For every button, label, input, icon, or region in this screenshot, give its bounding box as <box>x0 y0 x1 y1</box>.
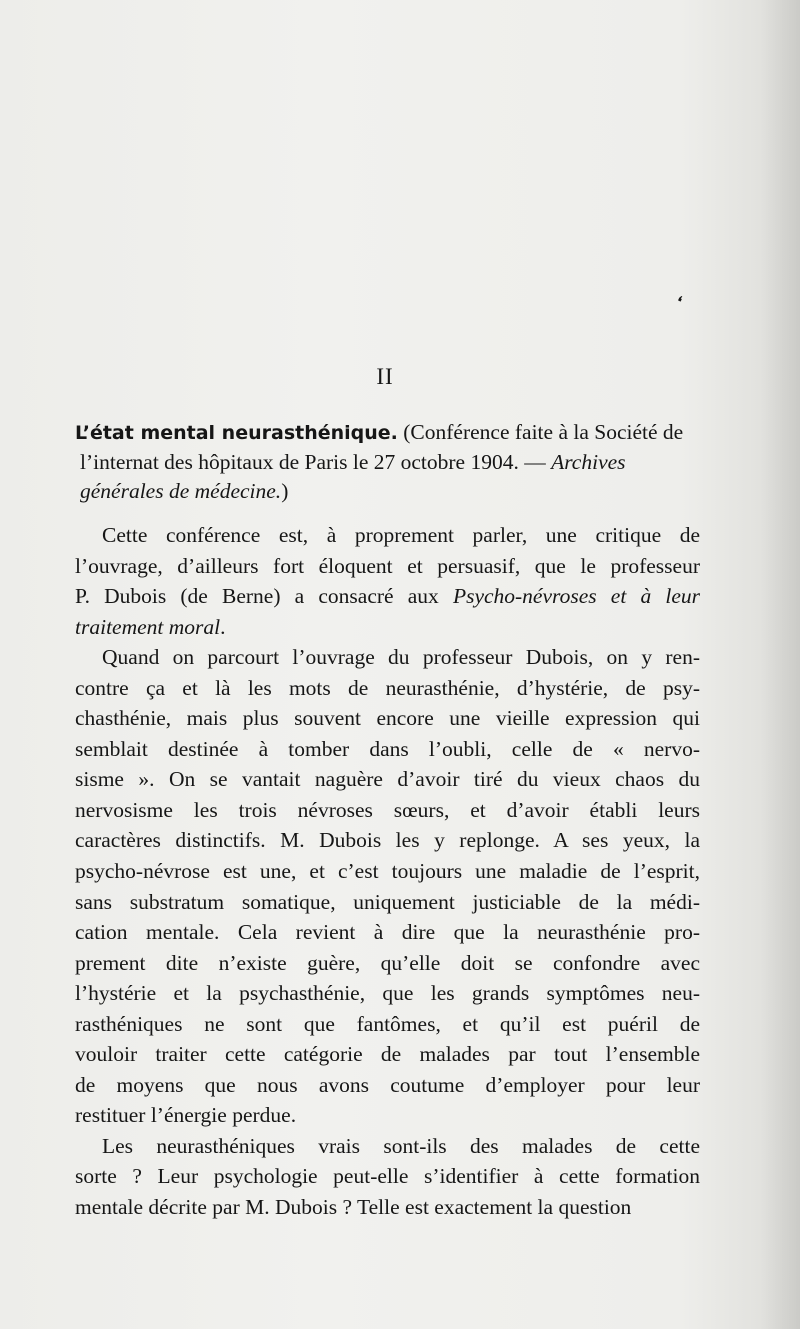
entry-line-1 <box>75 418 700 448</box>
entry-line-2-text: l’internat des hôpitaux de Paris le 27 octobre 1904. — <box>80 450 552 474</box>
text-line-content: de moyens que nous avons coutume d’employer pour leur <box>75 1072 700 1097</box>
text-line-content: l’ouvrage, d’ailleurs fort éloquent et persuasif, que le professeur <box>75 553 700 578</box>
text-line <box>75 887 700 918</box>
text-line-content: semblait destinée à tomber dans l’oubli, celle de « nervo- <box>75 736 700 761</box>
entry-line-3 <box>75 477 700 506</box>
text-line <box>75 673 700 704</box>
body-text <box>75 520 700 1223</box>
text-line-content: sisme ». On se vantait naguère d’avoir tiré du vieux chaos du <box>75 767 700 792</box>
paragraph <box>75 642 700 1131</box>
text-line <box>75 551 700 582</box>
text-line <box>75 1100 700 1131</box>
paragraph <box>75 1131 700 1223</box>
text-line <box>75 1039 700 1070</box>
text-line-content: prement dite n’existe guère, qu’elle doit se confondre avec <box>75 950 700 975</box>
entry-title: L’état mental neurasthénique. <box>75 422 398 444</box>
entry-line-2-italic: Archives <box>551 450 626 474</box>
entry-line-2 <box>75 448 700 477</box>
text-line <box>75 581 700 612</box>
entry-line-3-end: ) <box>281 479 289 503</box>
text-line <box>75 764 700 795</box>
text-line-content: Les neurasthéniques vrais sont-ils des malades de cette <box>102 1133 700 1158</box>
text-line <box>75 917 700 948</box>
text-line-content: nervosisme les trois névroses sœurs, et d’avoir établi leurs <box>75 797 700 822</box>
text-line <box>75 1161 700 1192</box>
text-line-content: vouloir traiter cette catégorie de malades par tout l’ensemble <box>75 1042 700 1067</box>
text-line-content: mentale décrite par M. Dubois ? Telle est exactement la question <box>75 1195 632 1220</box>
text-line-content: rasthéniques ne sont que fantômes, et qu’il est puéril de <box>75 1011 700 1036</box>
text-line <box>75 1192 700 1223</box>
text-line-content: caractères distinctifs. M. Dubois les y replonge. A ses yeux, la <box>75 828 700 853</box>
text-line <box>75 825 700 856</box>
text-line-content: Cette conférence est, à proprement parler, une critique de <box>102 523 700 547</box>
text-line <box>75 978 700 1009</box>
text-line-content: cation mentale. Cela revient à dire que la neurasthénie pro- <box>75 920 700 945</box>
text-line-content: P. Dubois (de Berne) a consacré aux <box>75 584 453 609</box>
text-line <box>75 856 700 887</box>
text-line <box>75 1131 700 1162</box>
italic-title: Psycho-névroses et à leur <box>452 584 701 609</box>
italic-title: traitement moral <box>75 614 221 639</box>
text-line <box>75 703 700 734</box>
text-line <box>75 948 700 979</box>
text-line <box>75 1009 700 1040</box>
text-line-content: contre ça et là les mots de neurasthénie, d’hystérie, de psy- <box>75 675 700 700</box>
text-line <box>75 795 700 826</box>
paragraph <box>75 520 700 642</box>
text-line-end: . <box>220 614 226 639</box>
text-line <box>75 642 700 673</box>
entry-journal: générales de médecine. <box>80 479 282 503</box>
text-line-content: Quand on parcourt l’ouvrage du professeur Dubois, on y ren- <box>102 645 700 670</box>
text-line-content: psycho-névrose est une, et c’est toujours une maladie de l’esprit, <box>75 859 700 884</box>
text-line-content: chasthénie, mais plus souvent encore une vieille expression qui <box>75 706 700 731</box>
text-line <box>75 520 700 551</box>
ink-speck: ❛ <box>672 293 685 312</box>
text-line <box>75 734 700 765</box>
text-line <box>75 612 700 643</box>
page-edge-shadow <box>760 0 800 1329</box>
text-line-content: l’hystérie et la psychasthénie, que les grands symptômes neu- <box>75 981 700 1006</box>
bibliographic-entry <box>75 418 700 506</box>
text-line <box>75 1070 700 1101</box>
text-line-content: sans substratum somatique, uniquement justiciable de la médi- <box>75 889 700 914</box>
text-line-content: sorte ? Leur psychologie peut-elle s’identifier à cette formation <box>75 1164 700 1189</box>
section-number: II <box>376 364 394 389</box>
text-line-content: restituer l’énergie perdue. <box>75 1103 297 1128</box>
entry-line-1-rest: (Conférence faite à la Société de <box>397 420 684 444</box>
